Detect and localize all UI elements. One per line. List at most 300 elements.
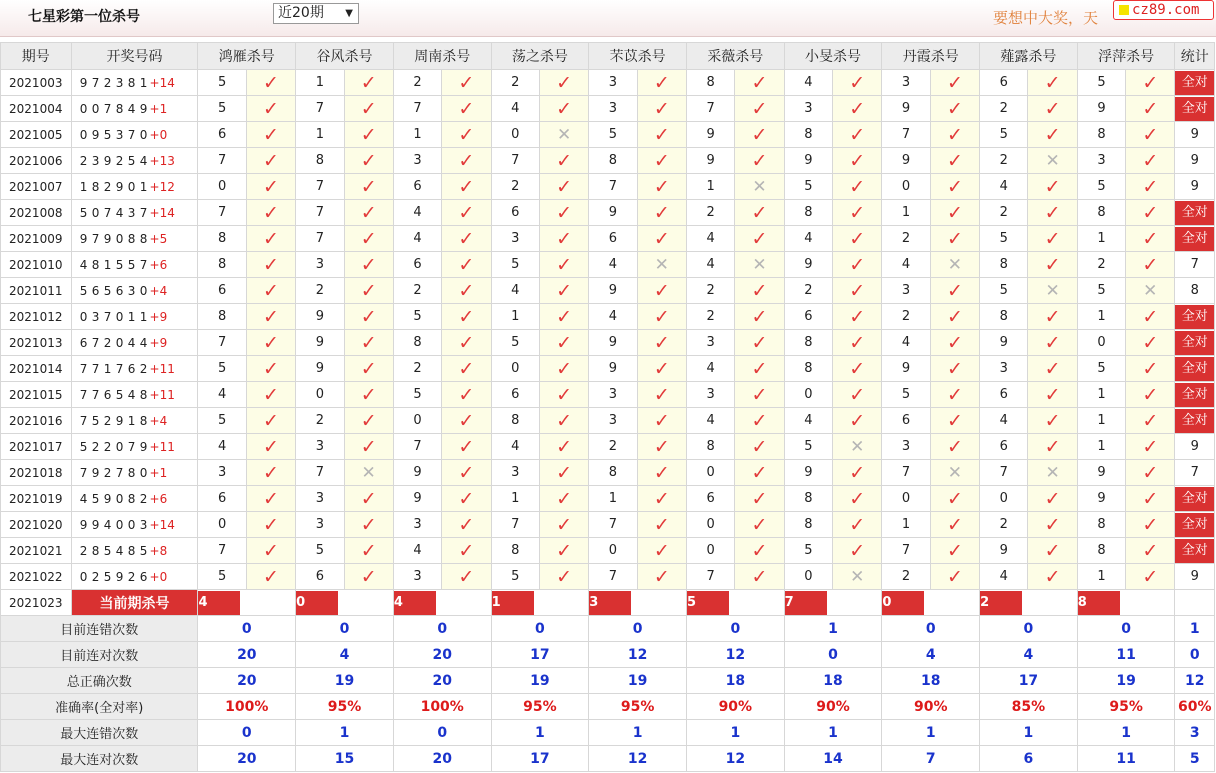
draw-digit: 9: [139, 439, 148, 454]
result-mark-cell: [735, 460, 784, 486]
draw-sum: +0: [149, 569, 168, 584]
summary-value: 1: [296, 720, 394, 746]
stat-cell: [1175, 538, 1215, 564]
result-mark-cell: [735, 70, 784, 96]
draw-digit: 9: [103, 153, 112, 168]
draw-digit: 9: [91, 127, 100, 142]
result-mark-cell: [539, 226, 588, 252]
draw-numbers-cell: [71, 434, 198, 460]
summary-value: 0: [1077, 616, 1175, 642]
result-mark-cell: [637, 278, 686, 304]
check-icon: ✓: [653, 357, 670, 380]
kill-number-cell: 8: [784, 122, 832, 148]
summary-value: 3: [1175, 720, 1215, 746]
summary-value: 0: [1175, 642, 1215, 668]
period-cell: 2021020: [1, 512, 72, 538]
draw-digit: 1: [139, 309, 148, 324]
current-kill-number: 0: [882, 591, 924, 615]
draw-digit: 5: [79, 439, 88, 454]
kill-number-cell: 9: [882, 96, 930, 122]
stat-value: 全对: [1175, 487, 1214, 511]
check-icon: ✓: [946, 383, 963, 406]
summary-value: 18: [882, 668, 980, 694]
draw-digit: 2: [103, 439, 112, 454]
result-mark-cell: [637, 460, 686, 486]
cross-icon: ✕: [1143, 280, 1158, 301]
draw-digit: 7: [103, 205, 112, 220]
kill-number-cell: 0: [491, 122, 539, 148]
draw-digit: 9: [79, 75, 88, 90]
period-cell: 2021006: [1, 148, 72, 174]
cross-icon: ✕: [947, 254, 963, 275]
kill-number-cell: 9: [589, 200, 637, 226]
kill-number-cell: 1: [296, 122, 344, 148]
summary-value: 12: [686, 746, 784, 772]
kill-number-cell: 9: [296, 304, 344, 330]
kill-number-cell: 7: [393, 96, 441, 122]
kill-number-cell: 9: [784, 148, 832, 174]
check-icon: ✓: [360, 227, 377, 250]
kill-number-cell: 5: [1077, 70, 1125, 96]
check-icon: ✓: [751, 539, 768, 562]
check-icon: ✓: [1142, 513, 1159, 536]
summary-value: 0: [198, 720, 296, 746]
stat-cell: [1175, 96, 1215, 122]
check-icon: ✓: [458, 513, 475, 536]
kill-number-cell: 5: [589, 122, 637, 148]
result-mark-cell: [442, 252, 491, 278]
result-mark-cell: [637, 486, 686, 512]
result-mark-cell: [1028, 356, 1077, 382]
current-kill-number: 3: [589, 591, 631, 615]
check-icon: ✓: [751, 71, 768, 94]
check-icon: ✓: [751, 227, 768, 250]
check-icon: ✓: [653, 331, 670, 354]
kill-number-cell: 2: [686, 200, 734, 226]
result-mark-cell: [539, 148, 588, 174]
check-icon: ✓: [458, 357, 475, 380]
result-mark-cell: [246, 512, 295, 538]
result-mark-cell: [1028, 148, 1077, 174]
kill-number-cell: 7: [491, 148, 539, 174]
kill-number-cell: 8: [198, 304, 246, 330]
summary-value: 17: [491, 642, 589, 668]
summary-value: 12: [589, 746, 687, 772]
result-mark-cell: [930, 278, 979, 304]
result-mark-cell: [735, 148, 784, 174]
result-mark-cell: [930, 434, 979, 460]
kill-number-cell: 3: [980, 356, 1028, 382]
check-icon: ✓: [849, 539, 866, 562]
summary-label: 目前连对次数: [1, 642, 198, 668]
result-mark-cell: [930, 122, 979, 148]
period-cell: 2021021: [1, 538, 72, 564]
summary-value: 0: [198, 616, 296, 642]
check-icon: ✓: [946, 565, 963, 588]
current-kill-cell: [589, 590, 687, 616]
draw-sum: +12: [149, 179, 175, 194]
col-header-method-8: 丹霞杀号: [882, 43, 980, 70]
kill-number-cell: 3: [882, 278, 930, 304]
result-mark-cell: [539, 330, 588, 356]
kill-number-cell: 9: [296, 356, 344, 382]
draw-digit: 5: [103, 569, 112, 584]
kill-number-table: [0, 42, 1215, 772]
summary-value: 0: [784, 642, 882, 668]
result-mark-cell: [930, 252, 979, 278]
draw-digit: 9: [91, 465, 100, 480]
summary-value: 20: [198, 668, 296, 694]
table-row: [1, 226, 1215, 252]
kill-number-cell: 5: [491, 564, 539, 590]
summary-value: 5: [1175, 746, 1215, 772]
check-icon: ✓: [1142, 331, 1159, 354]
draw-digit: 7: [139, 257, 148, 272]
kill-number-cell: 3: [491, 226, 539, 252]
result-mark-cell: [246, 564, 295, 590]
summary-value: 14: [784, 746, 882, 772]
kill-number-cell: 3: [296, 512, 344, 538]
result-mark-cell: [442, 122, 491, 148]
draw-digit: 7: [115, 361, 124, 376]
stat-cell: [1175, 408, 1215, 434]
check-icon: ✓: [360, 539, 377, 562]
result-mark-cell: [344, 174, 393, 200]
summary-label: 目前连错次数: [1, 616, 198, 642]
check-icon: ✓: [263, 149, 279, 172]
check-icon: ✓: [458, 435, 475, 458]
table-row: [1, 538, 1215, 564]
cross-icon: ✕: [1045, 280, 1060, 301]
stat-cell: [1175, 200, 1215, 226]
check-icon: ✓: [946, 71, 963, 94]
check-icon: ✓: [946, 227, 963, 250]
kill-number-cell: 5: [198, 70, 246, 96]
draw-digit: 4: [79, 257, 88, 272]
draw-digit: 2: [103, 465, 112, 480]
result-mark-cell: [930, 70, 979, 96]
kill-number-cell: 7: [882, 538, 930, 564]
slogan-text: 要想中大奖，天: [993, 9, 1099, 27]
kill-number-cell: 2: [980, 96, 1028, 122]
result-mark-cell: [1126, 200, 1175, 226]
draw-digit: 0: [115, 517, 124, 532]
result-mark-cell: [344, 304, 393, 330]
kill-number-cell: 6: [686, 486, 734, 512]
check-icon: ✓: [556, 253, 573, 276]
result-mark-cell: [1126, 356, 1175, 382]
kill-number-cell: 3: [589, 408, 637, 434]
summary-value: 12: [1175, 668, 1215, 694]
draw-digit: 2: [79, 543, 88, 558]
stat-value: 全对: [1175, 409, 1214, 433]
result-mark-cell: [637, 330, 686, 356]
kill-number-cell: 5: [1077, 278, 1125, 304]
check-icon: ✓: [458, 123, 475, 146]
kill-number-cell: 9: [882, 356, 930, 382]
kill-number-cell: 3: [296, 486, 344, 512]
result-mark-cell: [930, 564, 979, 590]
kill-number-cell: 7: [198, 148, 246, 174]
draw-digit: 5: [103, 127, 112, 142]
kill-number-cell: 5: [784, 538, 832, 564]
draw-digit: 8: [139, 387, 148, 402]
summary-row: [1, 616, 1215, 642]
summary-value: 0: [393, 616, 491, 642]
kill-number-cell: 1: [589, 486, 637, 512]
summary-value: 0: [980, 616, 1078, 642]
check-icon: ✓: [1142, 305, 1159, 328]
kill-number-cell: 2: [784, 278, 832, 304]
summary-value: 17: [980, 668, 1078, 694]
kill-number-cell: 3: [393, 148, 441, 174]
draw-digit: 3: [91, 309, 100, 324]
kill-number-cell: 5: [1077, 356, 1125, 382]
table-row: [1, 486, 1215, 512]
result-mark-cell: [637, 434, 686, 460]
summary-value: 19: [491, 668, 589, 694]
kill-number-cell: 4: [882, 330, 930, 356]
draw-digit: 1: [127, 309, 136, 324]
summary-row: [1, 746, 1215, 772]
check-icon: ✓: [653, 279, 670, 302]
draw-digit: 1: [139, 179, 148, 194]
result-mark-cell: [930, 330, 979, 356]
check-icon: ✓: [849, 487, 866, 510]
kill-number-cell: 2: [491, 70, 539, 96]
kill-number-cell: 8: [1077, 538, 1125, 564]
summary-value: 90%: [882, 694, 980, 720]
check-icon: ✓: [751, 409, 768, 432]
check-icon: ✓: [751, 487, 768, 510]
current-kill-cell: [393, 590, 491, 616]
check-icon: ✓: [458, 539, 475, 562]
kill-number-cell: 8: [686, 70, 734, 96]
draw-digit: 4: [127, 101, 136, 116]
kill-number-cell: 1: [491, 304, 539, 330]
kill-number-cell: 4: [784, 70, 832, 96]
period-cell: 2021016: [1, 408, 72, 434]
table-row: [1, 122, 1215, 148]
kill-number-cell: 2: [1077, 252, 1125, 278]
draw-digit: 4: [139, 335, 148, 350]
kill-number-cell: 3: [589, 70, 637, 96]
summary-value: 1: [980, 720, 1078, 746]
check-icon: ✓: [1142, 487, 1159, 510]
summary-value: 4: [882, 642, 980, 668]
current-kill-cell: [491, 590, 589, 616]
col-header-draw: 开奖号码: [71, 43, 198, 70]
check-icon: ✓: [556, 227, 573, 250]
kill-number-cell: 9: [589, 278, 637, 304]
draw-digit: 9: [103, 231, 112, 246]
result-mark-cell: [344, 564, 393, 590]
result-mark-cell: [246, 200, 295, 226]
draw-digit: 7: [79, 413, 88, 428]
kill-number-cell: 0: [882, 174, 930, 200]
draw-digit: 9: [79, 231, 88, 246]
kill-number-cell: 6: [980, 434, 1028, 460]
table-row: [1, 512, 1215, 538]
draw-digit: 8: [127, 231, 136, 246]
kill-number-cell: 1: [1077, 434, 1125, 460]
range-select[interactable]: [273, 3, 359, 24]
result-mark-cell: [637, 174, 686, 200]
draw-sum: +6: [149, 257, 168, 272]
result-mark-cell: [442, 408, 491, 434]
check-icon: ✓: [458, 253, 475, 276]
kill-number-cell: 9: [393, 486, 441, 512]
result-mark-cell: [1126, 486, 1175, 512]
result-mark-cell: [1126, 434, 1175, 460]
kill-number-cell: 7: [198, 200, 246, 226]
draw-digit: 3: [115, 75, 124, 90]
kill-number-cell: 8: [784, 486, 832, 512]
draw-numbers-cell: [71, 70, 198, 96]
result-mark-cell: [637, 304, 686, 330]
result-mark-cell: [930, 96, 979, 122]
kill-number-cell: 5: [491, 330, 539, 356]
summary-value: 100%: [393, 694, 491, 720]
check-icon: ✓: [263, 513, 279, 536]
col-header-period: 期号: [1, 43, 72, 70]
result-mark-cell: [1028, 408, 1077, 434]
page-header: [0, 0, 1216, 37]
current-kill-number: 5: [687, 591, 729, 615]
result-mark-cell: [246, 538, 295, 564]
check-icon: ✓: [1044, 201, 1061, 224]
stat-value: 全对: [1175, 357, 1214, 381]
result-mark-cell: [344, 538, 393, 564]
kill-number-cell: 3: [1077, 148, 1125, 174]
summary-value: 1: [784, 616, 882, 642]
result-mark-cell: [246, 460, 295, 486]
kill-number-cell: 5: [980, 278, 1028, 304]
result-mark-cell: [735, 252, 784, 278]
draw-digit: 8: [91, 257, 100, 272]
kill-number-cell: 3: [589, 382, 637, 408]
result-mark-cell: [637, 252, 686, 278]
kill-number-cell: 3: [882, 434, 930, 460]
result-mark-cell: [833, 174, 882, 200]
draw-digit: 0: [139, 127, 148, 142]
current-kill-number: 1: [492, 591, 534, 615]
draw-digit: 9: [79, 517, 88, 532]
kill-number-cell: 0: [198, 512, 246, 538]
draw-numbers-cell: [71, 200, 198, 226]
kill-number-cell: 4: [882, 252, 930, 278]
draw-sum: +6: [149, 491, 168, 506]
check-icon: ✓: [458, 71, 475, 94]
check-icon: ✓: [263, 565, 279, 588]
page-title: 七星彩第一位杀号: [28, 9, 140, 25]
site-logo[interactable]: [1113, 0, 1214, 20]
check-icon: ✓: [360, 435, 377, 458]
result-mark-cell: [344, 382, 393, 408]
check-icon: ✓: [751, 149, 768, 172]
table-row: [1, 96, 1215, 122]
col-header-method-3: 周南杀号: [393, 43, 491, 70]
current-kill-cell: [198, 590, 296, 616]
result-mark-cell: [539, 174, 588, 200]
draw-digit: 3: [127, 205, 136, 220]
stat-value: 9: [1190, 439, 1199, 454]
draw-sum: +1: [149, 465, 168, 480]
kill-number-cell: 8: [491, 538, 539, 564]
result-mark-cell: [344, 122, 393, 148]
kill-number-cell: 7: [589, 174, 637, 200]
result-mark-cell: [442, 382, 491, 408]
check-icon: ✓: [556, 279, 573, 302]
check-icon: ✓: [849, 253, 866, 276]
kill-number-cell: 2: [393, 356, 441, 382]
draw-digit: 5: [115, 257, 124, 272]
draw-digit: 7: [79, 387, 88, 402]
kill-number-cell: 2: [882, 304, 930, 330]
draw-digit: 4: [115, 543, 124, 558]
draw-numbers-cell: [71, 460, 198, 486]
stat-cell: [1175, 382, 1215, 408]
check-icon: ✓: [458, 175, 475, 198]
kill-number-cell: 2: [882, 226, 930, 252]
table-row: [1, 252, 1215, 278]
kill-number-cell: 5: [784, 174, 832, 200]
period-cell: 2021007: [1, 174, 72, 200]
kill-number-cell: 5: [1077, 174, 1125, 200]
check-icon: ✓: [849, 305, 866, 328]
result-mark-cell: [442, 70, 491, 96]
draw-numbers-cell: [71, 122, 198, 148]
result-mark-cell: [1028, 226, 1077, 252]
result-mark-cell: [1028, 330, 1077, 356]
check-icon: ✓: [458, 305, 475, 328]
check-icon: ✓: [653, 305, 670, 328]
summary-value: 85%: [980, 694, 1078, 720]
result-mark-cell: [442, 538, 491, 564]
check-icon: ✓: [653, 123, 670, 146]
check-icon: ✓: [1044, 175, 1061, 198]
stat-cell: [1175, 278, 1215, 304]
kill-number-cell: 4: [393, 538, 441, 564]
draw-digit: 0: [139, 465, 148, 480]
draw-digit: 0: [79, 569, 88, 584]
check-icon: ✓: [849, 201, 866, 224]
draw-digit: 6: [103, 387, 112, 402]
result-mark-cell: [930, 226, 979, 252]
draw-digit: 4: [139, 153, 148, 168]
result-mark-cell: [930, 304, 979, 330]
summary-value: 100%: [198, 694, 296, 720]
result-mark-cell: [930, 200, 979, 226]
current-kill-number: 4: [394, 591, 436, 615]
check-icon: ✓: [1044, 71, 1061, 94]
summary-value: 1: [686, 720, 784, 746]
check-icon: ✓: [1142, 383, 1159, 406]
check-icon: ✓: [263, 409, 279, 432]
kill-number-cell: 8: [784, 512, 832, 538]
kill-number-cell: 6: [491, 382, 539, 408]
result-mark-cell: [735, 408, 784, 434]
kill-number-cell: 6: [589, 226, 637, 252]
stat-cell: [1175, 252, 1215, 278]
check-icon: ✓: [751, 201, 768, 224]
check-icon: ✓: [263, 357, 279, 380]
result-mark-cell: [1028, 538, 1077, 564]
summary-value: 20: [393, 642, 491, 668]
draw-sum: +1: [149, 101, 168, 116]
result-mark-cell: [735, 564, 784, 590]
period-cell: 2021018: [1, 460, 72, 486]
